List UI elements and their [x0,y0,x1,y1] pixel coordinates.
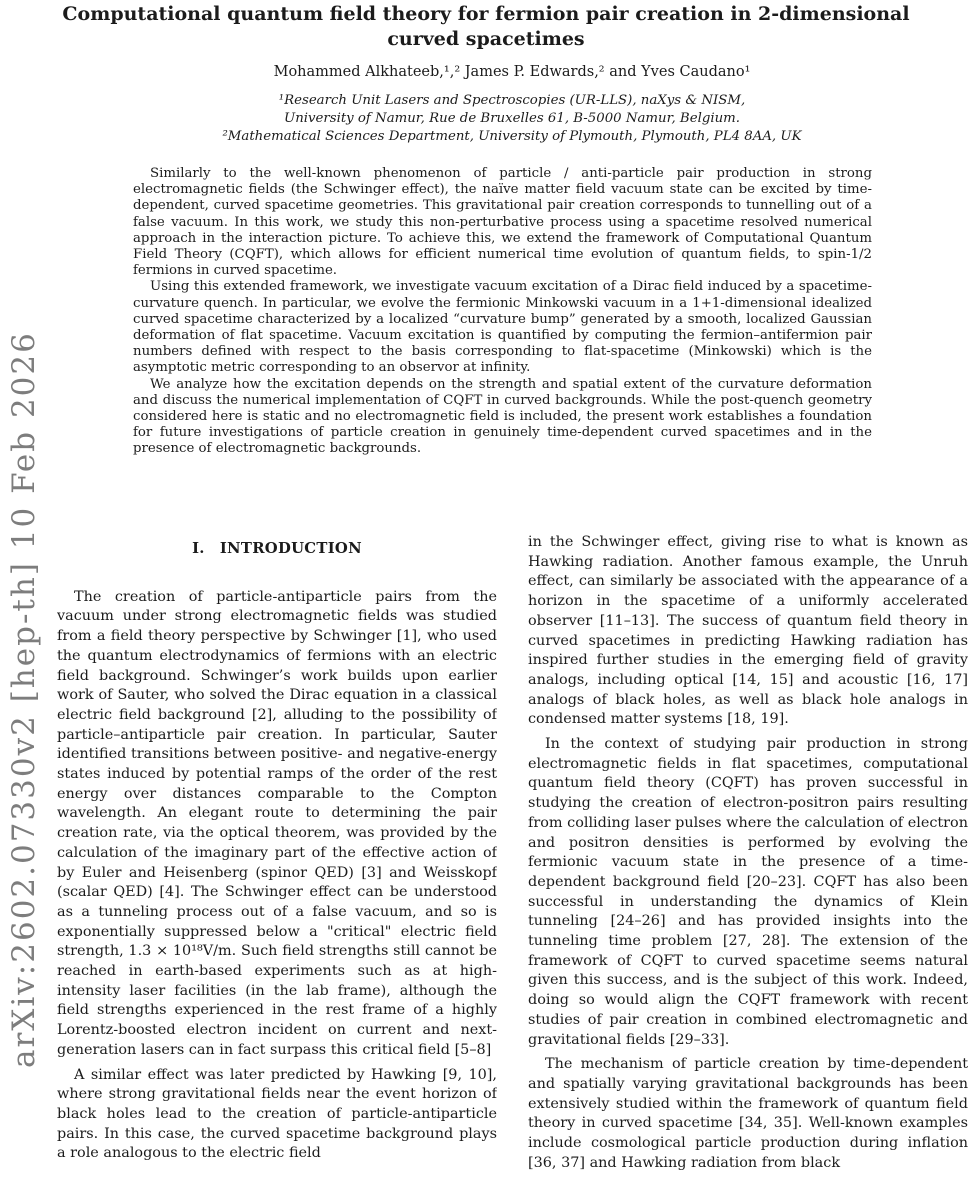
intro-paragraph-1: The creation of particle-antiparticle pairs from the vacuum under strong electromagnetic fields was studied from a field theory perspective by Schwinger [1], who used the quantum electrodynamics of fermions with an electric field background. Schwinger’s work builds upon earlier work of Sauter, who solved the Dirac equation in a classical electric field background [2], alluding to the possibility of particle–antiparticle pair creation. In particular, Sauter identified transitions between positive- and negative-energy states induced by potential ramps of the order of the rest energy over distances comparable to the Compton wavelength. An elegant route to determining the pair creation rate, via the optical theorem, was provided by the calculation of the imaginary part of the effective action of by Euler and Heisenberg (spinor QED) [3] and Weisskopf (scalar QED) [4]. The Schwinger effect can be understood as a tunneling process out of a false vacuum, and so is exponentially suppressed below a "critical" electric field strength, 1.3 × 10¹⁸V/m. Such field strengths still cannot be reached in earth-based experiments such as at high-intensity laser facilities (in the lab frame), although the field strengths experienced in the rest frame of a highly Lorentz-boosted electron incident on current and next-generation lasers can in fact surpass this critical field [5–8] [57,588,497,1058]
abstract-paragraph-1: Similarly to the well-known phenomenon of particle / anti-particle pair production in strong electromagnetic fields (the Schwinger effect), the naïve matter field vacuum state can be excited by time-dependent, curved spacetime geometries. This gravitational pair creation corresponds to tunnelling out of a false vacuum. In this work, we study this non-perturbative process using a spacetime resolved numerical approach in the interaction picture. To achieve this, we extend the framework of Computational Quantum Field Theory (CQFT), which allows for efficient numerical time evolution of quantum fields, to spin-1/2 fermions in curved spacetime. [133,166,872,279]
intro-paragraph-2: A similar effect was later predicted by Hawking [9, 10], where strong gravitational fields near the event horizon of black holes lead to the creation of particle-antiparticle pairs. In this case, the curved spacetime background plays a role analogous to the electric field [57,1066,497,1162]
affiliation-line-1: ¹Research Unit Lasers and Spectroscopies (UR-LLS), naXys & NISM, [278,93,746,108]
section-heading-introduction: I. INTRODUCTION [192,540,362,557]
intro-paragraph-5: The mechanism of particle creation by time-dependent and spatially varying gravitational backgrounds has been extensively studied within the framework of quantum field theory in curved spacetime [34, 35]. Well-known examples include cosmological particle production during inflation [36, 37] and Hawking radiation from black [528,1056,968,1171]
authors-line: Mohammed Alkhateeb,¹,² James P. Edwards,² and Yves Caudano¹ [273,64,751,80]
affiliation-line-2: University of Namur, Rue de Bruxelles 61, B-5000 Namur, Belgium. [283,110,740,126]
abstract-paragraph-2: Using this extended framework, we investigate vacuum excitation of a Dirac field induced by a spacetime-curvature quench. In particular, we evolve the fermionic Minkowski vacuum in a 1+1-dimensional idealized curved spacetime characterized by a localized “curvature bump” generated by a smooth, localized Gaussian deformation of flat spacetime. Vacuum excitation is quantified by computing the fermion–antifermion pair numbers defined with respect to the basis corresponding to flat-spacetime (Minkowski) which is the asymptotic metric corresponding to an observor at infinity. [133,279,872,376]
paper-title: Computational quantum field theory for fermion pair creation in 2-dimensional curved spacetimes [62,3,910,51]
intro-paragraph-3: in the Schwinger effect, giving rise to what is known as Hawking radiation. Another famous example, the Unruh effect, can similarly be associated with the appearance of a horizon in the spacetime of a uniformly accelerated observer [11–13]. The success of quantum field theory in curved spacetimes in predicting Hawking radiation has inspired further studies in the emerging field of gravity analogs, including optical [14, 15] and acoustic [16, 17] analogs of black holes, as well as black hole analogs in condensed matter systems [18, 19]. [528,534,968,728]
right-column [528,533,968,1189]
arxiv-watermark: arXiv:2602.07330v2 [hep-th] 10 Feb 2026 [6,331,42,1068]
affiliation-line-3: ²Mathematical Sciences Department, University of Plymouth, Plymouth, PL4 8AA, UK [222,128,802,144]
abstract-block [133,166,872,526]
intro-paragraph-4: In the context of studying pair production in strong electromagnetic fields in flat spacetimes, computational quantum field theory (CQFT) has proven successful in studying the creation of electron-positron pairs resulting from colliding laser pulses where the calculation of electron and positron densities is performed by evolving the fermionic vacuum state in the presence of a time-dependent background field [20–23]. CQFT has also been successful in understanding the dynamics of Klein tunneling [24–26] and has provided insights into the tunneling time problem [27, 28]. The extension of the framework of CQFT to curved spacetime seems natural given this success, and is the subject of this work. Indeed, doing so would align the CQFT framework with recent studies of pair creation in combined electromagnetic and gravitational fields [29–33]. [528,736,968,1048]
left-column [57,533,497,1189]
affiliations-block [52,92,972,145]
abstract-paragraph-3: We analyze how the excitation depends on the strength and spatial extent of the curvature deformation and discuss the numerical implementation of CQFT in curved backgrounds. While the post-quench geometry considered here is static and no electromagnetic field is included, the present work establishes a foundation for future investigations of particle creation in genuinely time-dependent curved spacetimes and in the presence of electromagnetic backgrounds. [133,376,872,457]
two-column-body [57,533,968,1189]
